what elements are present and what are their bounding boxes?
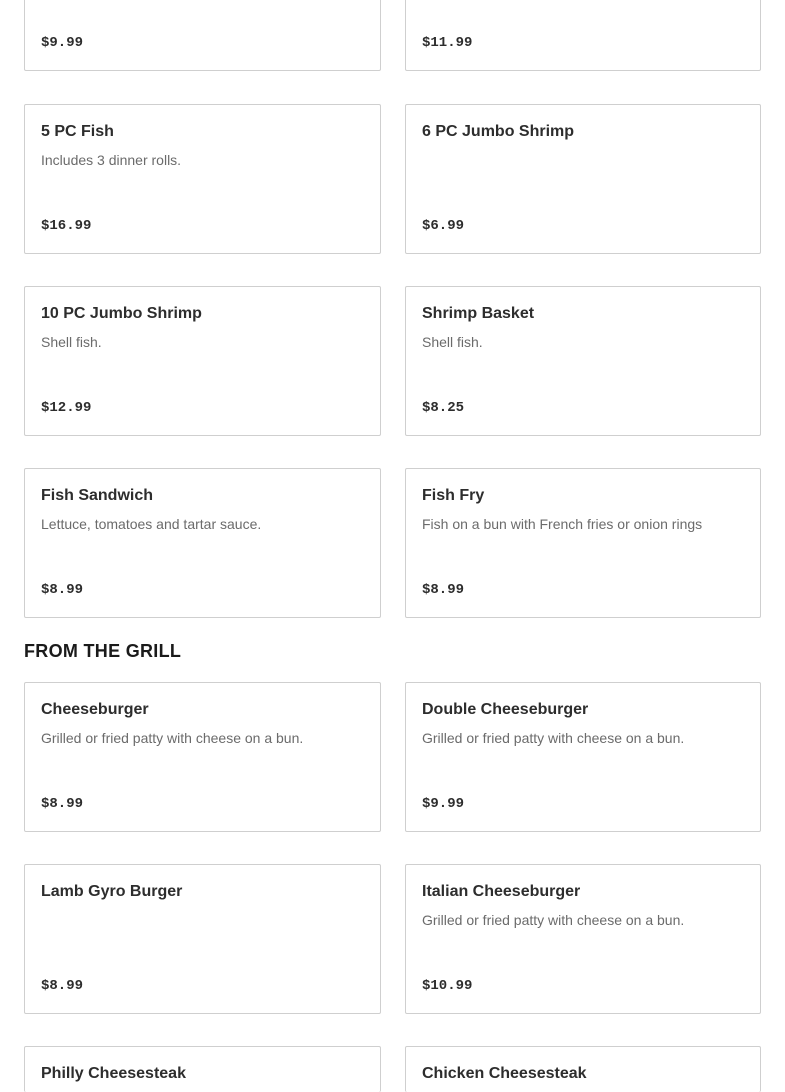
- menu-item-name: Fish Fry: [422, 487, 485, 504]
- menu-item-price: $10.99: [422, 978, 473, 994]
- menu-item-name: 5 PC Fish: [41, 123, 114, 140]
- menu-item-name: Italian Cheeseburger: [422, 883, 581, 900]
- menu-item-card[interactable]: [24, 1046, 381, 1092]
- menu-item-price: $16.99: [41, 218, 92, 234]
- menu-item-name: Shrimp Basket: [422, 305, 535, 322]
- menu-item-card[interactable]: [405, 104, 761, 254]
- menu-item-description: Lettuce, tomatoes and tartar sauce.: [41, 516, 262, 532]
- menu-item-name: 6 PC Jumbo Shrimp: [422, 123, 575, 140]
- menu-item-price: $9.99: [422, 796, 465, 812]
- menu-item-description: Shell fish.: [422, 334, 483, 350]
- menu-item-price: $12.99: [41, 400, 92, 416]
- menu-item-price: $8.99: [422, 582, 465, 598]
- menu-item-description: Includes 3 dinner rolls.: [41, 152, 182, 168]
- menu-item-card[interactable]: [24, 286, 381, 436]
- menu-item-card[interactable]: [405, 1046, 761, 1092]
- menu-item-card[interactable]: [405, 682, 761, 832]
- menu-item-description: Shell fish.: [41, 334, 102, 350]
- menu-item-card[interactable]: [405, 864, 761, 1014]
- menu-item-price: $8.25: [422, 400, 465, 416]
- menu-item-price: $8.99: [41, 582, 84, 598]
- menu-item-card[interactable]: [24, 104, 381, 254]
- menu-item-card[interactable]: [24, 864, 381, 1014]
- menu-item-description: Grilled or fried patty with cheese on a bun.: [41, 730, 304, 746]
- menu-item-card[interactable]: [24, 468, 381, 618]
- menu-item-card[interactable]: [24, 682, 381, 832]
- menu-item-price: $8.99: [41, 796, 84, 812]
- menu-item-name: Double Cheeseburger: [422, 701, 589, 718]
- section-title-from-the-grill: FROM THE GRILL: [24, 641, 182, 661]
- menu-item-price: $9.99: [41, 35, 84, 51]
- menu-item-price: $11.99: [422, 35, 473, 51]
- menu-item-description: Fish on a bun with French fries or onion rings: [422, 516, 703, 532]
- menu-item-description: Grilled or fried patty with cheese on a bun.: [422, 912, 685, 928]
- menu-item-price: $6.99: [422, 218, 465, 234]
- menu-item-card[interactable]: [405, 286, 761, 436]
- menu-item-card[interactable]: [24, 0, 381, 71]
- menu-item-name: Cheeseburger: [41, 701, 149, 718]
- menu-item-card[interactable]: [405, 0, 761, 71]
- menu-item-name: Lamb Gyro Burger: [41, 883, 183, 900]
- menu-item-description: Grilled or fried patty with cheese on a bun.: [422, 730, 685, 746]
- menu-item-name: Chicken Cheesesteak: [422, 1065, 587, 1082]
- menu-item-name: 10 PC Jumbo Shrimp: [41, 305, 202, 322]
- menu-item-card[interactable]: [405, 468, 761, 618]
- menu-item-price: $8.99: [41, 978, 84, 994]
- menu-item-name: Philly Cheesesteak: [41, 1065, 186, 1082]
- menu-item-name: Fish Sandwich: [41, 487, 154, 504]
